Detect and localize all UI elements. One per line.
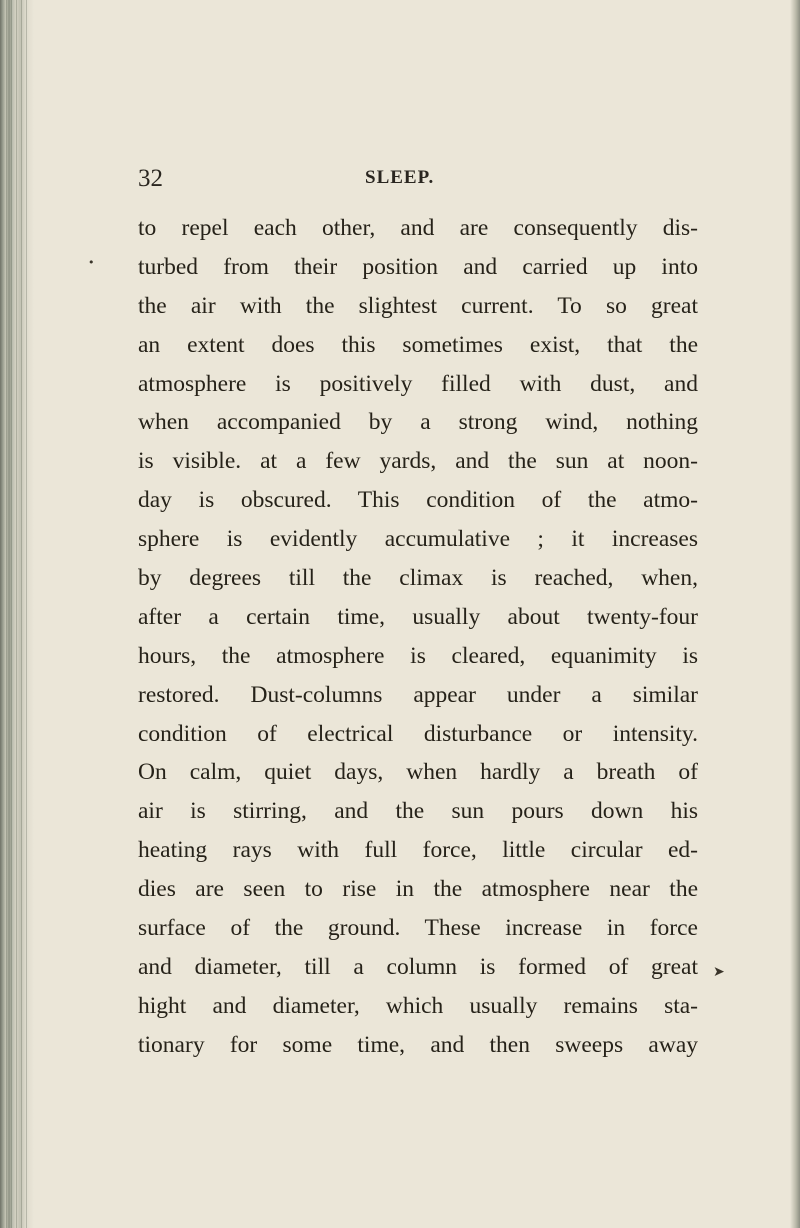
text-line: and diameter, till a column is formed of great bbox=[138, 953, 698, 980]
text-line: On calm, quiet days, when hardly a breath of bbox=[138, 759, 698, 786]
text-line: air is stirring, and the sun pours down his bbox=[138, 798, 698, 825]
margin-speck: • bbox=[88, 256, 95, 269]
text-line: hight and diameter, which usually remains sta- bbox=[138, 992, 698, 1019]
text-line: turbed from their position and carried up into bbox=[138, 253, 698, 280]
text-line: the air with the slightest current. To so great bbox=[138, 292, 698, 319]
page-header bbox=[138, 165, 698, 195]
text-line: after a certain time, usually about twenty-four bbox=[138, 603, 698, 630]
text-line: sphere is evidently accumulative ; it increases bbox=[138, 526, 698, 553]
ink-blot: ➤ bbox=[713, 964, 725, 980]
book-gutter bbox=[0, 0, 34, 1228]
text-line: condition of electrical disturbance or intensity. bbox=[138, 720, 698, 747]
body-text bbox=[138, 209, 698, 1065]
page-number: 32 bbox=[138, 165, 163, 192]
text-line: an extent does this sometimes exist, that the bbox=[138, 331, 698, 358]
text-line: day is obscured. This condition of the atmo- bbox=[138, 487, 698, 514]
text-line: restored. Dust-columns appear under a similar bbox=[138, 681, 698, 708]
text-line: tionary for some time, and then sweeps away bbox=[138, 1031, 698, 1058]
gutter-shading bbox=[6, 0, 28, 1228]
text-line: when accompanied by a strong wind, nothing bbox=[138, 409, 698, 436]
text-line: is visible. at a few yards, and the sun at noon- bbox=[138, 448, 698, 475]
text-line: hours, the atmosphere is cleared, equanimity is bbox=[138, 642, 698, 669]
running-head: SLEEP. bbox=[365, 167, 435, 188]
text-line: atmosphere is positively filled with dust, and bbox=[138, 370, 698, 397]
text-line: by degrees till the climax is reached, when, bbox=[138, 565, 698, 592]
page-edge-shadow bbox=[790, 0, 800, 1228]
text-line: to repel each other, and are consequently dis- bbox=[138, 215, 698, 241]
text-line: dies are seen to rise in the atmosphere near the bbox=[138, 876, 698, 903]
text-line: heating rays with full force, little circular ed- bbox=[138, 837, 698, 864]
text-line: surface of the ground. These increase in force bbox=[138, 915, 698, 942]
